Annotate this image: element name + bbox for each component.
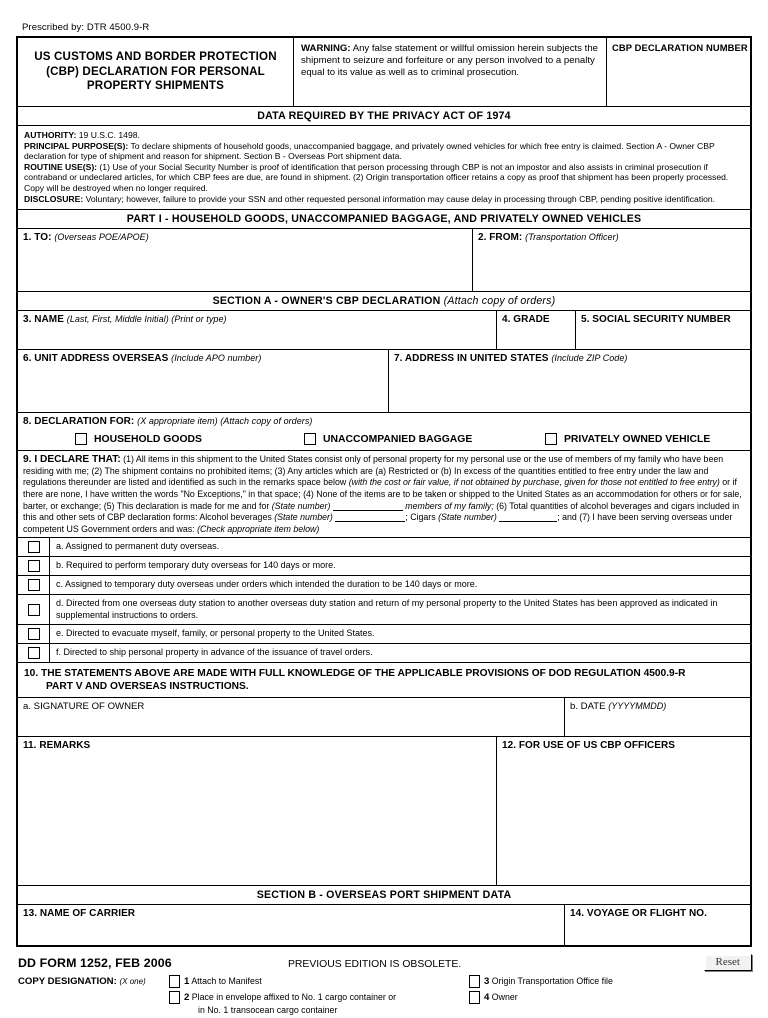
declaration-statement-label: 9. I DECLARE THAT:: [23, 454, 121, 466]
part1-banner: PART I - HOUSEHOLD GOODS, UNACCOMPANIED BAGGAGE, AND PRIVATELY OWNED VEHICLES: [18, 210, 750, 229]
checkbox-item-f-icon[interactable]: [28, 647, 40, 659]
declaration-italic-5: (State number): [438, 512, 497, 523]
copy-item-4[interactable]: [469, 988, 752, 1004]
statement-10-line2: PART V AND OVERSEAS INSTRUCTIONS.: [46, 680, 249, 692]
addresses-row: [18, 350, 750, 413]
privacy-authority-text: 19 U.S.C. 1498.: [76, 130, 140, 140]
declaration-blank-family[interactable]: [333, 510, 403, 511]
field-from-hint: (Transportation Officer): [525, 232, 619, 243]
copy-item-3-label: Origin Transportation Office file: [491, 976, 613, 986]
field-voyage-value[interactable]: [565, 919, 750, 923]
declaration-italic-4: (State number): [274, 512, 333, 523]
cbp-declaration-number-label: CBP DECLARATION NUMBER: [612, 42, 748, 53]
declaration-for-hint: (X appropriate item) (Attach copy of orders): [137, 416, 313, 427]
field-unit-address-value[interactable]: [18, 364, 388, 368]
checkbox-privately-owned-vehicle-icon[interactable]: [545, 433, 557, 445]
field-us-address-label: [389, 350, 750, 364]
field-carrier[interactable]: [18, 905, 565, 945]
copy-item-2-label-line2: in No. 1 transocean cargo container: [198, 1005, 338, 1015]
field-name-label-text: 3. NAME: [23, 314, 64, 326]
field-grade-value[interactable]: [497, 325, 575, 329]
warning-block: [294, 38, 607, 106]
to-from-row: [18, 229, 750, 292]
carrier-voyage-row: [18, 905, 750, 945]
warning-text: Any false statement or willful omission herein subjects the shipment to seizure and forfeiture or any person involved to a penalty equal to its value as well as to criminal prosecution.: [301, 43, 598, 78]
declaration-option-privately-owned-vehicle-label: PRIVATELY OWNED VEHICLE: [564, 433, 711, 445]
checkbox-item-b-cell[interactable]: [18, 557, 50, 575]
privacy-routine: [24, 162, 744, 194]
name-grade-ssn-row: [18, 311, 750, 350]
privacy-principal: [24, 141, 744, 162]
copy-item-1-label: Attach to Manifest: [191, 976, 262, 986]
declaration-item-e-text: e. Directed to evacuate myself, family, or personal property to the United States.: [56, 628, 375, 639]
section-b-banner: SECTION B - OVERSEAS PORT SHIPMENT DATA: [18, 886, 750, 905]
copy-item-2-number: 2: [184, 992, 190, 1003]
field-cbp-officers-value[interactable]: [497, 751, 750, 755]
privacy-act-banner: DATA REQUIRED BY THE PRIVACY ACT OF 1974: [18, 107, 750, 126]
footer-top-line: [18, 956, 752, 970]
field-unit-address-overseas[interactable]: [18, 350, 389, 412]
declaration-item-c[interactable]: [18, 576, 750, 595]
field-date-hint: (YYYYMMDD): [608, 700, 667, 711]
field-to-label: [18, 229, 472, 243]
field-from-label: [473, 229, 750, 243]
copy-item-4-label: Owner: [491, 992, 518, 1002]
privacy-principal-label: PRINCIPAL PURPOSE(S):: [24, 140, 129, 151]
checkbox-item-c-icon[interactable]: [28, 579, 40, 591]
declaration-part-1: (1) All items in this shipment to the United States consist only of personal property for my personal use or the use of members of my family who have been residing with me; (2) The shipment contains no prohibited items; (3) Any articles which are (a) Restricted or (b) In excess of the quantities entitled to free entry under the law and regulations thereunder are listed and identified as such in the remarks space below: [23, 454, 724, 488]
field-cbp-officers[interactable]: [497, 737, 750, 885]
field-carrier-label: 13. NAME OF CARRIER: [23, 907, 136, 919]
copy-designation-column-left: [169, 975, 469, 1016]
copy-item-2-text: [184, 991, 396, 1016]
copy-designation-column-right: [469, 975, 752, 1004]
declaration-item-d-text: d. Directed from one overseas duty station to another overseas duty station and return of my personal property to the United States has been approved as indicated in supplemental instructions to orders.: [56, 597, 718, 620]
declaration-for-label: [18, 416, 750, 427]
copy-item-3[interactable]: [469, 975, 752, 988]
field-remarks-label: 11. REMARKS: [23, 739, 91, 751]
form-footer: [18, 956, 752, 1016]
declaration-option-privately-owned-vehicle[interactable]: [545, 433, 750, 445]
checkbox-item-d-cell[interactable]: [18, 595, 50, 625]
declaration-part-3: (6) Total quantities of alcohol beverages and cigars included in this and other sets of CBP declaration forms: Alcohol beverages: [23, 500, 740, 523]
privacy-disclosure: [24, 194, 744, 205]
copy-designation-hint: (X one): [119, 977, 146, 986]
field-to-value[interactable]: [18, 243, 472, 247]
field-to[interactable]: [18, 229, 473, 291]
copy-item-4-number: 4: [484, 992, 490, 1003]
privacy-principal-text: To declare shipments of household goods, unaccompanied baggage, and privately owned vehicles for which free entry is claimed. Section A - Owner CBP declaration for type of shipment and reason for shipment. Section B - Overseas Port shipment data.: [24, 140, 715, 162]
checkbox-item-a-cell[interactable]: [18, 538, 50, 556]
checkbox-item-c-cell[interactable]: [18, 576, 50, 594]
copy-item-4-text: [484, 991, 518, 1004]
form-body: [16, 36, 752, 947]
privacy-authority: [24, 130, 744, 141]
field-date[interactable]: [565, 698, 750, 736]
copy-designation-label: [18, 975, 169, 987]
declaration-item-f-text: f. Directed to ship personal property in advance of the issuance of travel orders.: [56, 647, 373, 658]
copy-item-3-number: 3: [484, 976, 490, 987]
declaration-item-f[interactable]: [18, 644, 750, 663]
section-a-banner-hint: (Attach copy of orders): [443, 295, 556, 308]
copy-item-3-text: [484, 975, 613, 988]
field-declaration-for: [18, 413, 750, 451]
field-ssn[interactable]: [576, 311, 750, 349]
privacy-routine-text: (1) Use of your Social Security Number is proof of identification that person processing through CBP is not an impostor and also assists in criminal prosecution if contraband or undeclared articles, for which CBP fees are due, are found in shipment. (2) Origin transportation officer retains a copy as proof that shipment has been properly processed. Copy will be destroyed when no longer required.: [24, 161, 729, 193]
declaration-item-c-text: c. Assigned to temporary duty overseas under orders which intended the duration to be 140 days or more.: [56, 578, 478, 589]
declaration-italic-6: (Check appropriate item below): [197, 523, 320, 534]
field-ssn-label: 5. SOCIAL SECURITY NUMBER: [581, 314, 731, 326]
declaration-option-household-goods-label: HOUSEHOLD GOODS: [94, 433, 202, 445]
copy-item-1[interactable]: [169, 975, 469, 988]
declaration-part-5: ; and (7) I have been serving overseas under competent US Government orders and was:: [23, 512, 733, 534]
field-date-label-text: b. DATE: [570, 700, 606, 712]
field-ssn-value[interactable]: [576, 325, 750, 329]
field-from-label-text: 2. FROM:: [478, 232, 523, 244]
prescribed-by-text: Prescribed by: DTR 4500.9-R: [22, 22, 150, 33]
field-unit-address-label: [18, 350, 388, 364]
dd-form-number: DD FORM 1252, FEB 2006: [18, 956, 172, 970]
field-cbp-officers-label: 12. FOR USE OF US CBP OFFICERS: [502, 739, 676, 751]
field-signature-value[interactable]: [18, 712, 564, 716]
field-unit-address-label-text: 6. UNIT ADDRESS OVERSEAS: [23, 353, 169, 365]
field-unit-address-hint: (Include APO number): [171, 353, 262, 364]
declaration-blank-cigars[interactable]: [499, 521, 557, 522]
declaration-statement: [18, 451, 750, 538]
declaration-for-label-text: 8. DECLARATION FOR:: [23, 416, 135, 428]
privacy-disclosure-label: DISCLOSURE:: [24, 193, 84, 204]
privacy-disclosure-text: Voluntary; however, failure to provide your SSN and other requested personal information may cause delay in processing through CBP, pending positive identification.: [83, 193, 716, 204]
declaration-item-b[interactable]: [18, 557, 750, 576]
declaration-italic-3: members of my family;: [405, 500, 494, 511]
declaration-item-a-text: a. Assigned to permanent duty overseas.: [56, 541, 220, 552]
privacy-authority-label: AUTHORITY:: [24, 130, 77, 140]
checkbox-copy-3-icon[interactable]: [469, 975, 480, 988]
copy-item-1-number: 1: [184, 976, 190, 987]
field-grade-label: 4. GRADE: [502, 314, 550, 326]
field-name-hint: (Last, First, Middle Initial) (Print or type): [66, 314, 227, 325]
field-from-value[interactable]: [473, 243, 750, 247]
checkbox-item-a-icon[interactable]: [28, 541, 40, 553]
field-remarks-value[interactable]: [18, 751, 496, 755]
previous-edition-note: PREVIOUS EDITION IS OBSOLETE.: [288, 959, 462, 970]
declaration-part-2: or if there are none, I have written the words "No Exceptions," in that space; (4) None of the items are to be taken or shipped to the United States as an accommodation for others or for sale, barter, or exchange; (5) This declaration is made for me and for: [23, 477, 742, 511]
field-carrier-value[interactable]: [18, 919, 564, 923]
form-title: US CUSTOMS AND BORDER PROTECTION (CBP) DECLARATION FOR PERSONAL PROPERTY SHIPMENTS: [18, 38, 294, 106]
field-date-label: [565, 698, 750, 712]
declaration-option-household-goods[interactable]: [18, 433, 304, 445]
checkbox-household-goods-icon[interactable]: [75, 433, 87, 445]
declaration-option-unaccompanied-baggage-label: UNACCOMPANIED BAGGAGE: [323, 433, 473, 445]
checkbox-item-e-cell[interactable]: [18, 625, 50, 643]
field-signature[interactable]: [18, 698, 565, 736]
section-a-banner: [18, 292, 750, 311]
checkbox-copy-2-icon[interactable]: [169, 991, 180, 1004]
checkbox-item-f-cell[interactable]: [18, 644, 50, 662]
privacy-routine-label: ROUTINE USE(S):: [24, 161, 98, 172]
field-voyage-label: 14. VOYAGE OR FLIGHT NO.: [570, 907, 707, 919]
declaration-for-options: [18, 427, 750, 445]
remarks-row: [18, 737, 750, 886]
field-us-address-label-text: 7. ADDRESS IN UNITED STATES: [394, 353, 549, 365]
declaration-italic-1: (with the cost or fair value, if not obtained by purchase, given for those not entitled to free entry): [348, 477, 720, 488]
declaration-item-d[interactable]: [18, 595, 750, 626]
copy-item-2[interactable]: [169, 988, 469, 1016]
field-us-address-hint: (Include ZIP Code): [551, 353, 628, 364]
declaration-item-b-text: b. Required to perform temporary duty overseas for 140 days or more.: [56, 560, 336, 571]
declaration-blank-alcohol[interactable]: [335, 521, 405, 522]
checkbox-item-d-icon[interactable]: [28, 604, 40, 616]
warning-label: WARNING:: [301, 43, 351, 54]
copy-item-1-text: [184, 975, 262, 988]
reset-button[interactable]: Reset: [704, 954, 752, 971]
copy-item-2-label: Place in envelope affixed to No. 1 cargo container or: [191, 992, 397, 1002]
section-a-banner-text: SECTION A - OWNER'S CBP DECLARATION: [212, 295, 441, 308]
field-from[interactable]: [473, 229, 750, 291]
declaration-item-a[interactable]: [18, 538, 750, 557]
field-remarks[interactable]: [18, 737, 497, 885]
cbp-declaration-number-field[interactable]: [607, 38, 750, 106]
checkbox-item-b-icon[interactable]: [28, 560, 40, 572]
checkbox-copy-4-icon[interactable]: [469, 991, 480, 1004]
field-name-label: [18, 311, 496, 325]
field-date-value[interactable]: [565, 712, 750, 716]
field-grade[interactable]: [497, 311, 576, 349]
privacy-act-text: [18, 126, 750, 210]
form-header-row: [18, 38, 750, 107]
signature-date-row: [18, 698, 750, 737]
field-voyage[interactable]: [565, 905, 750, 945]
field-us-address[interactable]: [389, 350, 750, 412]
field-to-hint: (Overseas POE/APOE): [54, 232, 149, 243]
cbp-declaration-number-value[interactable]: [612, 53, 750, 55]
statement-10: [18, 663, 750, 698]
field-signature-label: a. SIGNATURE OF OWNER: [23, 700, 145, 712]
field-us-address-value[interactable]: [389, 364, 750, 368]
declaration-item-e[interactable]: [18, 625, 750, 644]
declaration-italic-2: (State number): [271, 500, 331, 511]
field-name-value[interactable]: [18, 325, 496, 329]
statement-10-line1: 10. THE STATEMENTS ABOVE ARE MADE WITH FULL KNOWLEDGE OF THE APPLICABLE PROVISIONS OF DOD REGULATION 4500.9-R: [24, 667, 686, 679]
declaration-part-4: ; Cigars: [405, 512, 439, 523]
copy-designation-label-text: COPY DESIGNATION:: [18, 976, 117, 987]
checkbox-unaccompanied-baggage-icon[interactable]: [304, 433, 316, 445]
field-name[interactable]: [18, 311, 497, 349]
checkbox-item-e-icon[interactable]: [28, 628, 40, 640]
copy-designation-row: [18, 970, 752, 1016]
checkbox-copy-1-icon[interactable]: [169, 975, 180, 988]
field-to-label-text: 1. TO:: [23, 232, 52, 244]
declaration-option-unaccompanied-baggage[interactable]: [304, 433, 545, 445]
